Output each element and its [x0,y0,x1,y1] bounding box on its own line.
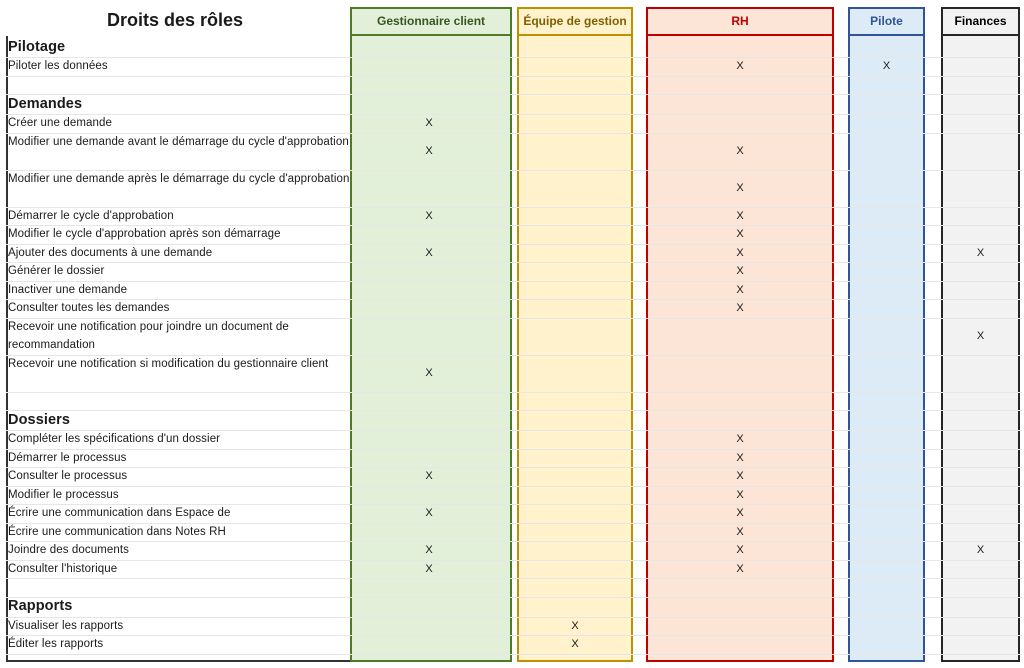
permission-mark-rh[interactable]: X [736,246,744,259]
permission-label[interactable]: Démarrer le processus [8,451,127,464]
section-heading[interactable]: Dossiers [8,411,71,428]
permission-label[interactable]: Modifier le cycle d'approbation après son démarrage [8,228,281,240]
permission-label[interactable]: Ajouter des documents à une demande [8,246,213,259]
permission-mark-gc[interactable]: X [425,470,433,483]
permission-mark-rh[interactable]: X [736,60,744,73]
permission-mark-rh[interactable]: X [736,470,744,483]
permission-mark-rh[interactable]: X [736,525,744,538]
permission-label[interactable]: Compléter les spécifications d'un dossier [8,433,221,445]
permission-label[interactable]: Inactiver une demande [8,283,128,296]
permission-mark-fi[interactable]: X [976,330,985,342]
permission-label[interactable]: Modifier le processus [8,488,119,501]
permission-mark-rh[interactable]: X [736,145,744,157]
permission-mark-rh[interactable]: X [736,544,744,557]
permission-label[interactable]: Créer une demande [8,117,112,129]
permission-mark-gc[interactable]: X [425,246,433,259]
permission-label[interactable]: Recevoir une notification pour joindre un document de recommandation [8,320,289,351]
permission-mark-gc[interactable]: X [425,117,433,130]
section-heading[interactable]: Pilotage [8,38,66,55]
permission-mark-rh[interactable]: X [736,283,744,296]
permission-label[interactable]: Écrire une communication dans Espace de [8,507,231,519]
permission-mark-fi[interactable]: X [976,544,985,557]
permission-label[interactable]: Modifier une demande après le démarrage du cycle d'approbation [8,172,350,185]
permission-label[interactable]: Modifier une demande avant le démarrage du cycle d'approbation [8,135,349,148]
permission-mark-eg[interactable]: X [571,638,579,651]
row-divider [6,578,1022,579]
permission-mark-gc[interactable]: X [425,544,433,557]
permission-mark-gc[interactable]: X [425,507,433,520]
permission-label[interactable]: Joindre des documents [8,544,130,556]
permission-mark-rh[interactable]: X [736,451,744,464]
permission-label[interactable]: Visualiser les rapports [8,619,124,632]
row-divider [6,76,1022,77]
permission-label[interactable]: Écrire une communication dans Notes RH [8,525,226,538]
permission-mark-rh[interactable]: X [736,488,744,501]
column-header-eg[interactable]: Équipe de gestion [517,7,633,36]
permission-mark-gc[interactable]: X [425,145,433,157]
permission-mark-rh[interactable]: X [736,209,744,222]
permission-mark-rh[interactable]: X [736,302,744,315]
row-divider [6,392,1022,393]
permission-label[interactable]: Consulter le processus [8,470,128,482]
permission-mark-rh[interactable]: X [736,433,744,446]
column-header-pi[interactable]: Pilote [848,7,925,36]
permission-label[interactable]: Recevoir une notification si modification du gestionnaire client [8,357,329,370]
column-pi [848,7,925,662]
permission-mark-rh[interactable]: X [736,562,744,575]
permission-label[interactable]: Consulter l'historique [8,562,118,575]
section-heading[interactable]: Demandes [8,95,83,112]
permission-mark-pi[interactable]: X [882,60,891,73]
permission-label[interactable]: Générer le dossier [8,265,105,277]
permission-label[interactable]: Démarrer le cycle d'approbation [8,209,174,222]
column-header-fi[interactable]: Finances [941,7,1020,36]
permission-mark-rh[interactable]: X [736,507,744,520]
permission-label[interactable]: Éditer les rapports [8,638,104,650]
row-divider [6,654,1022,655]
column-eg [517,7,633,662]
permission-mark-rh[interactable]: X [736,182,744,194]
column-header-rh[interactable]: RH [646,7,834,36]
permission-mark-gc[interactable]: X [425,367,433,379]
permission-mark-fi[interactable]: X [976,246,985,259]
permission-mark-gc[interactable]: X [425,209,433,222]
permission-mark-eg[interactable]: X [571,619,579,632]
permission-mark-rh[interactable]: X [736,265,744,278]
permission-mark-gc[interactable]: X [425,562,433,575]
sheet-title: Droits des rôles [106,9,244,30]
permission-label[interactable]: Consulter toutes les demandes [8,302,170,314]
permission-label[interactable]: Piloter les données [8,60,108,72]
permission-mark-rh[interactable]: X [736,228,744,241]
column-header-gc[interactable]: Gestionnaire client [350,7,512,36]
section-heading[interactable]: Rapports [8,598,73,615]
